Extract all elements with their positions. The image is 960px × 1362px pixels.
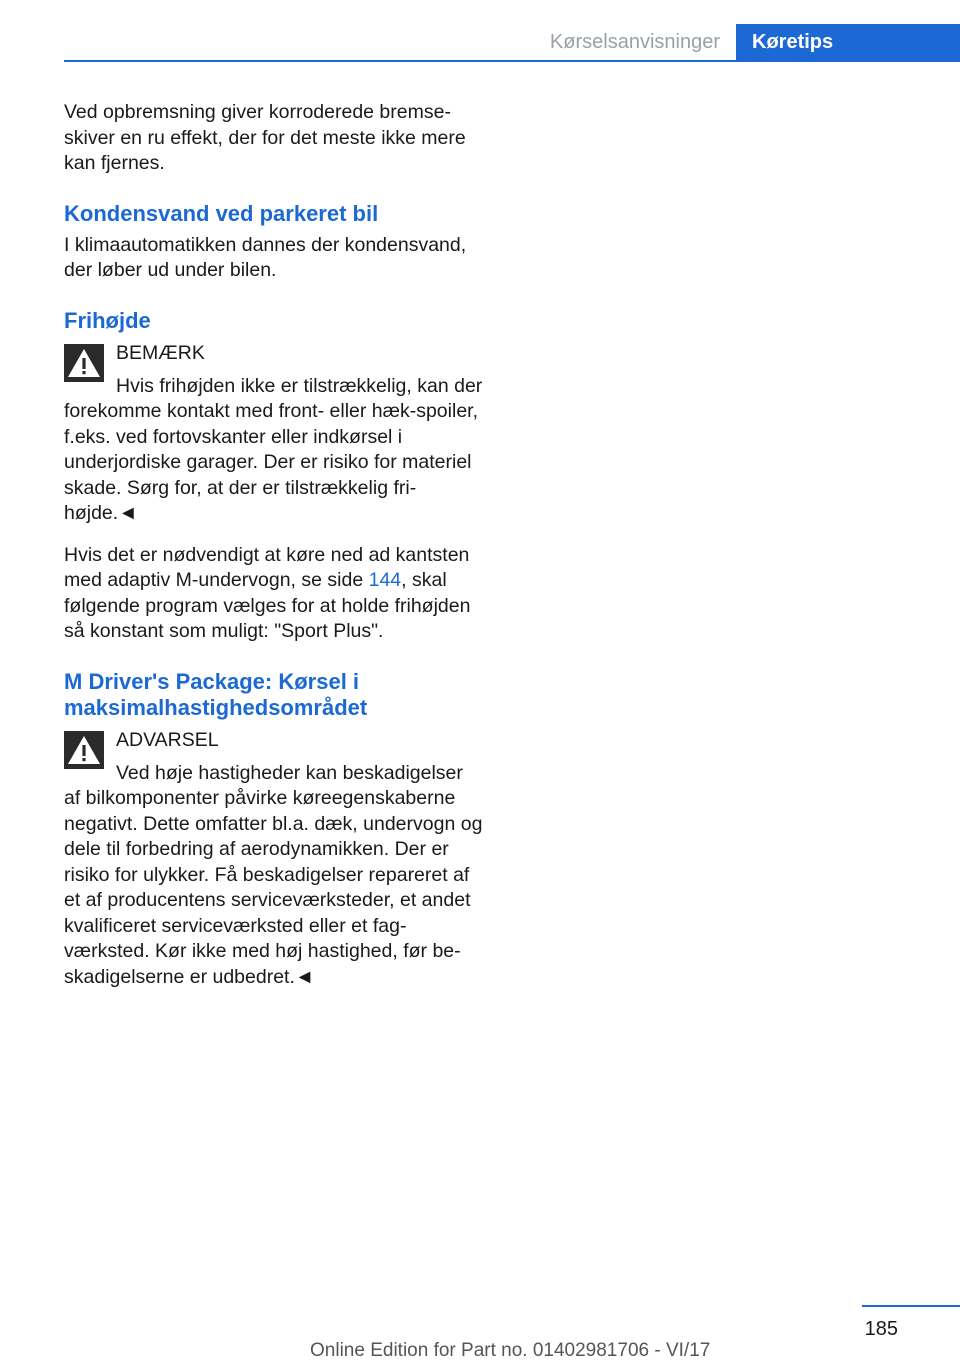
clearance-paragraph: [64, 543, 484, 645]
warning-box: [64, 727, 484, 991]
notice-box: [64, 340, 484, 527]
section-heading-condensation: Kondensvand ved parkeret bil: [64, 200, 379, 226]
notice-text: Hvis frihøjden ikke er tilstrækkelig, kan der forekomme kontakt med front- eller hæk-spoiler, f.eks. ved fortovskanter eller indkørsel i underjordiske garager. Der er risiko for materiel skade. Sørg for, at der er tilstrækkelig fri-højde.◄: [64, 374, 483, 524]
main-content: [64, 100, 484, 990]
section-tab[interactable]: Kørselsanvisninger: [549, 31, 720, 53]
section-heading-ground-clearance: Frihøjde: [64, 307, 151, 333]
active-tab[interactable]: Køretips: [736, 24, 960, 62]
clearance-text-end: , skal følgende program vælges for at holde frihøjden så konstant som muligt: "Sport Plus".: [64, 569, 471, 642]
warning-text: Ved høje hastigheder kan beskadigelser af bilkomponenter påvirke køreegenskaberne negativt. Dette omfatter bl.a. dæk, undervogn og dele til forbedring af aerodynamikken. Der er risiko for ulykker. Få beskadigelser repareret af et af producentens serviceværksteder, et andet kvalificeret serviceværksted eller et fag-værksted. Kør ikke med høj hastighed, før be-skadigelserne er udbedret.◄: [64, 761, 483, 988]
edition-label: Online Edition for Part no. 01402981706 - VI/17: [310, 1340, 711, 1361]
condensation-paragraph: I klimaautomatikken dannes der kondensvand, der løber ud under bilen.: [64, 233, 467, 281]
notice-title: BEMÆRK: [116, 341, 205, 364]
intro-paragraph: Ved opbremsning giver korroderede bremse-skiver en ru effekt, der for det meste ikke mere kan fjernes.: [64, 101, 466, 174]
clearance-text-start: Hvis det er nødvendigt at køre ned ad kantsten med adaptiv M-undervogn, se side: [64, 543, 470, 591]
warning-triangle-icon: [64, 344, 104, 382]
warning-title: ADVARSEL: [116, 728, 219, 751]
section-heading-max-speed: M Driver's Package: Kørsel i maksimalhastighedsområdet: [64, 668, 368, 720]
warning-triangle-icon: [64, 731, 104, 769]
footer-rule: [862, 1305, 960, 1307]
page-link[interactable]: 144: [368, 569, 402, 591]
page-number: 185: [864, 1318, 898, 1340]
